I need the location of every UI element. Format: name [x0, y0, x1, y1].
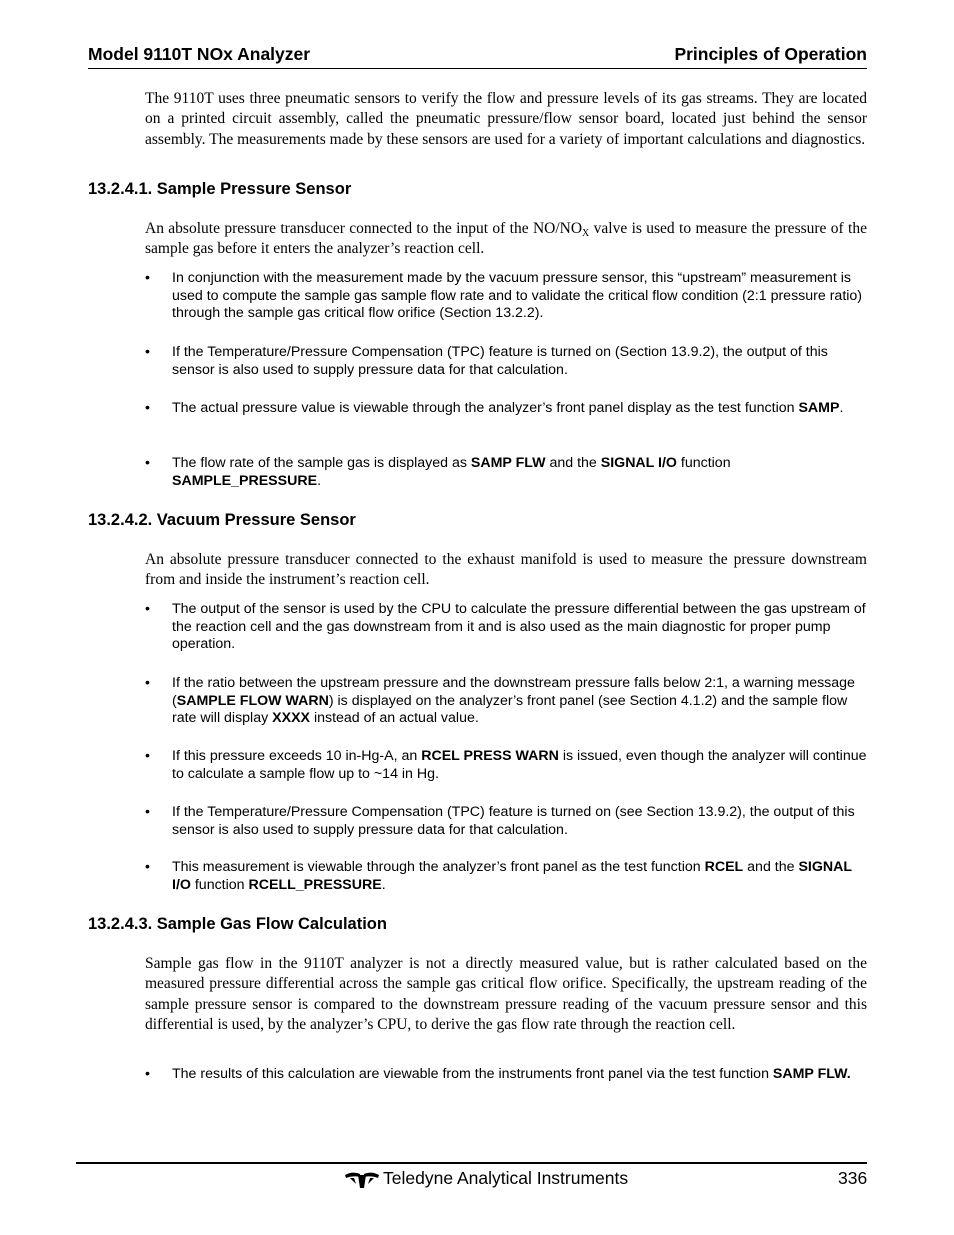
- section-heading-vacuum-pressure: 13.2.4.2. Vacuum Pressure Sensor: [88, 511, 356, 529]
- section-heading-sample-gas-flow: 13.2.4.3. Sample Gas Flow Calculation: [88, 915, 387, 933]
- intro-paragraph: The 9110T uses three pneumatic sensors to verify the flow and pressure levels of its gas streams. They are located on a printed circuit assembly, called the pneumatic pressure/flow sensor board, located just behind the sensor assembly. The measurements made by these sensors are used for a variety of important calculations and diagnostics.: [145, 90, 867, 148]
- bullet-icon: •: [145, 270, 150, 286]
- header-model-title: Model 9110T NOx Analyzer: [88, 44, 311, 64]
- bullet-icon: •: [145, 455, 150, 471]
- footer-rule: [76, 1162, 867, 1164]
- bullet-icon: •: [145, 675, 150, 691]
- bullet-icon: •: [145, 748, 150, 764]
- sample-pressure-paragraph: An absolute pressure transducer connected to the input of the $NO/NO_X$ valve is used to measure the pressure of the sample gas before it enters the analyzer’s reaction cell.: [145, 220, 867, 258]
- sample-gas-flow-paragraph: Sample gas flow in the 9110T analyzer is not a directly measured value, but is rather calculated based on the measured pressure differential across the sample gas critical flow orifice. Specifically, the upstream reading of the sample pressure sensor is compared to the downstream pressure reading of the vacuum pressure sensor and this differential is used, by the analyzer’s CPU, to derive the gas flow rate through the reaction cell.: [145, 955, 867, 1033]
- footer-company: Teledyne Analytical Instruments: [383, 1168, 629, 1188]
- bullet-icon: •: [145, 859, 150, 875]
- vacuum-pressure-paragraph: An absolute pressure transducer connected to the exhaust manifold is used to measure the pressure downstream from and inside the instrument’s reaction cell.: [145, 551, 867, 589]
- bullet-icon: •: [145, 601, 150, 617]
- page-header: [88, 44, 867, 69]
- manual-page: Model 9110T NOx Analyzer Principles of Operation The 9110T uses three pneumatic sensors to verify the flow and pressure levels of its gas streams. They are located on a printed circuit assembly, called the pneumatic pressure/flow sensor board, located just behind the sensor assembly. The measurements made by these sensors are used for a variety of important calculations and diagnostics. 13.2.4.1. Sample Pressure Sensor An absolute pressure transducer connected to the input of the $NO/NO_X$ valve is used to measure the pressure of the sample gas before it enters the analyzer’s reaction cell. • In conjunction with the measurement made by the vacuum pressure sensor, this “upstream” measurement is used to compute the sample gas sample flow rate and to validate the critical flow condition (2:1 pressure ratio) through the sample gas critical flow orifice (Section 13.2.2). • If the Temperature/Pressure Compensation (TPC) feature is turned on (Section 13.9.2), the output of this sensor is also used to supply pressure data for that calculation. • The actual pressure value is viewable through the analyzer’s front panel display as the test function SAMP. • The flow rate of the sample gas is displayed as SAMP FLW and the SIGNAL I/O function SAMPLE_PRESSURE. 13.2.4.2. Vacuum Pressure Sensor An absolute pressure transducer connected to the exhaust manifold is used to measure the pressure downstream from and inside the instrument’s reaction cell. • The output of the sensor is used by the CPU to calculate the pressure differential between the gas upstream of the reaction cell and the gas downstream from it and is also used as the main diagnostic for proper pump operation. • If the ratio between the upstream pressure and the downstream pressure falls below 2:1, a warning message (SAMPLE FLOW WARN) is displayed on the analyzer’s front panel (see Section 4.1.2) and the sample flow rate will display XXXX instead of an actual value. • If this pressure exceeds 10 in-Hg-A, an RCEL PRESS WARN is issued, even though the analyzer will continue to calculate a sample flow up to ~14 in Hg. • If the Temperature/Pressure Compensation (TPC) feature is turned on (see Section 13.9.2), the output of this sensor is also used to supply pressure data for that calculation. • This measurement is viewable through the analyzer’s front panel as the test function RCEL and the SIGNAL I/O function RCELL_PRESSURE. 13.2.4.3. Sample Gas Flow Calculation Sample gas flow in the 9110T analyzer is not a directly measured value, but is rather calculated based on the measured pressure differential across the sample gas critical flow orifice. Specifically, the upstream reading of the sample pressure sensor is compared to the downstream pressure reading of the vacuum pressure sensor and this differential is used, by the analyzer’s CPU, to derive the gas flow rate through the reaction cell. • The results of this calculation are viewable from the instruments front panel via the test function SAMP FLW. Teledyne Analytical Instruments 336: [0, 0, 954, 1235]
- bullet-icon: •: [145, 804, 150, 820]
- page-number: 336: [838, 1168, 868, 1188]
- bullet-icon: •: [145, 400, 150, 416]
- header-chapter-title: Principles of Operation: [674, 44, 867, 64]
- bullet-icon: •: [145, 1066, 150, 1082]
- teledyne-logo-icon: [345, 1171, 379, 1189]
- section-heading-sample-pressure: 13.2.4.1. Sample Pressure Sensor: [88, 180, 352, 198]
- bullet-icon: •: [145, 344, 150, 360]
